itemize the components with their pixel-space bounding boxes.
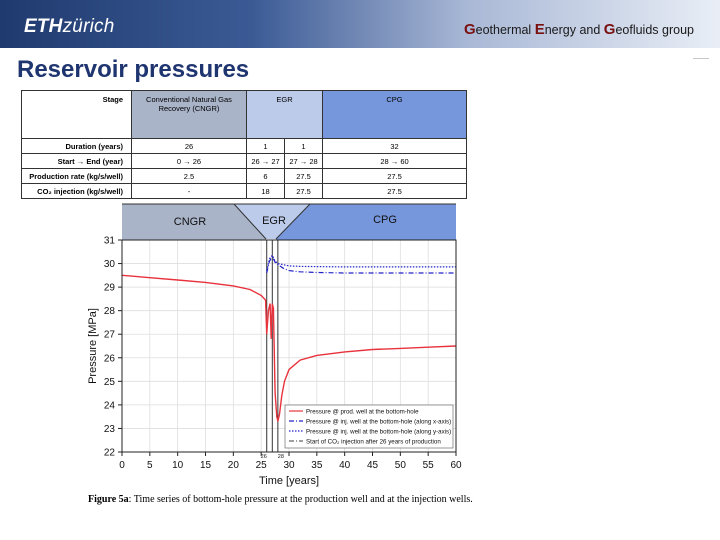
stage-cngr: Conventional Natural Gas Recovery (CNGR) (132, 91, 247, 139)
cell-cngr: 2.5 (132, 169, 247, 184)
stage-cpg: CPG (323, 91, 467, 139)
cell-egr1: 26 → 27 (247, 154, 285, 169)
x-tick-label: 60 (450, 460, 462, 471)
x-axis-title: Time [years] (258, 475, 320, 487)
cell-cpg: 27.5 (323, 184, 467, 199)
legend-label: Pressure @ prod. well at the bottom-hole (306, 408, 419, 416)
row-label: Duration (years) (22, 139, 132, 154)
logo-bold: ETH (24, 16, 63, 37)
x-tick-label: 10 (172, 460, 184, 471)
x-tick-label: 0 (119, 460, 125, 471)
cell-cpg: 28 → 60 (323, 154, 467, 169)
group-title-part3: eofluids (615, 23, 659, 37)
y-tick-label: 29 (103, 282, 115, 294)
cell-egr2: 27.5 (285, 184, 323, 199)
plot-area (87, 236, 462, 488)
band-label-cngr: CNGR (173, 216, 207, 228)
y-tick-label: 25 (103, 376, 115, 388)
caption-text: : Time series of bottom-hole pressure at the production well and at the injection wells. (128, 494, 473, 505)
x-tick-label: 45 (366, 460, 379, 471)
x-tick-label: 15 (199, 460, 212, 471)
cell-egr2: 27.5 (285, 169, 323, 184)
group-title-part1: eothermal (475, 23, 535, 37)
x-tick-label: 35 (311, 460, 323, 471)
cell-cngr: - (132, 184, 247, 199)
logo-rest: zürich (62, 16, 115, 37)
band-label-cpg: CPG (373, 214, 397, 226)
phase-line-label: 28 (277, 454, 284, 460)
row-label: Start → End (year) (22, 154, 132, 169)
x-tick-label: 55 (422, 460, 434, 471)
group-title-part4: group (658, 23, 694, 37)
x-tick-label: 20 (227, 460, 239, 471)
group-title-e: E (534, 21, 545, 38)
y-tick-label: 31 (103, 235, 115, 247)
legend-label: Start of CO₂ injection after 26 years of production (306, 438, 441, 446)
cell-egr1: 1 (247, 139, 285, 154)
x-tick-label: 5 (147, 460, 153, 471)
group-title-part2: nergy and (544, 23, 604, 37)
y-axis-title: Pressure [MPa] (87, 308, 99, 384)
slide-title: Reservoir pressures (17, 56, 250, 83)
cell-cpg: 32 (323, 139, 467, 154)
row-label: Production rate (kg/s/well) (22, 169, 132, 184)
cell-egr1: 6 (247, 169, 285, 184)
y-tick-label: 30 (103, 259, 115, 271)
phase-line-label: 26 (260, 454, 267, 460)
cell-cpg: 27.5 (323, 169, 467, 184)
row-label: CO₂ injection (kg/s/well) (22, 184, 132, 199)
caption-label: Figure 5a (88, 494, 129, 505)
x-tick-label: 25 (255, 460, 267, 471)
cell-egr1: 18 (247, 184, 285, 199)
x-tick-label: 50 (394, 460, 406, 471)
band-label-egr: EGR (262, 215, 286, 227)
figure-caption (88, 494, 473, 505)
legend-label: Pressure @ inj. well at the bottom-hole (along y-axis) (306, 428, 452, 436)
x-tick-label: 40 (339, 460, 351, 471)
y-tick-label: 23 (103, 423, 115, 435)
stage-label: Stage (22, 91, 132, 139)
y-tick-label: 26 (103, 353, 115, 365)
y-tick-label: 22 (103, 447, 115, 459)
stage-egr: EGR (247, 91, 323, 139)
cell-cngr: 0 → 26 (132, 154, 247, 169)
y-tick-label: 27 (103, 329, 115, 341)
group-title-g2: G (603, 21, 616, 38)
y-tick-label: 24 (103, 400, 115, 412)
cell-cngr: 26 (132, 139, 247, 154)
stage-band (122, 204, 456, 240)
group-title-g1: G (463, 21, 476, 38)
x-tick-label: 30 (283, 460, 295, 471)
cell-egr2: 27 → 28 (285, 154, 323, 169)
cell-egr2: 1 (285, 139, 323, 154)
legend-label: Pressure @ inj. well at the bottom-hole (along x-axis) (306, 418, 452, 426)
y-tick-label: 28 (103, 306, 115, 318)
